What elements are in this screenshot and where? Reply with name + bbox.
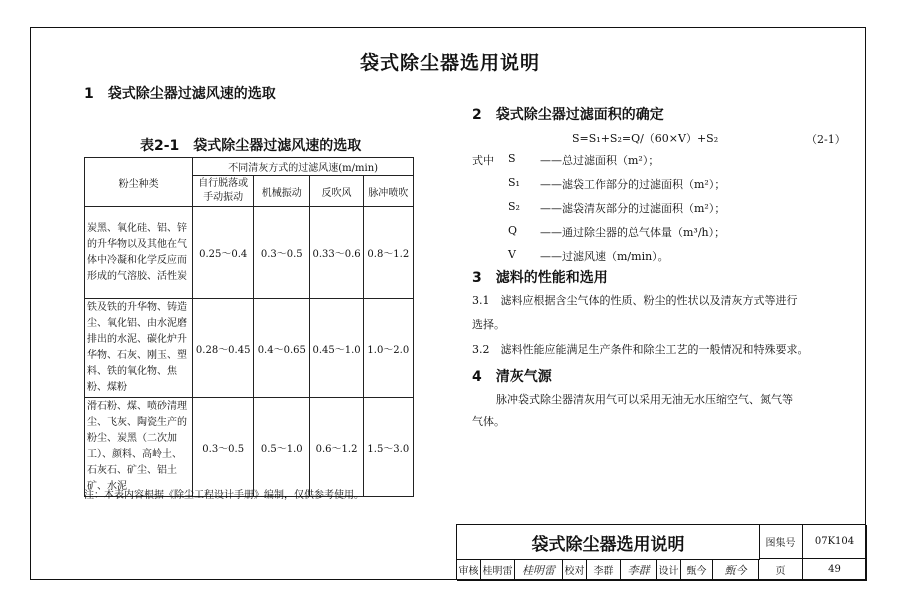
definition-text: ——过滤风速（m/min）。 <box>540 250 669 263</box>
definition-lead: 式中 <box>472 154 494 167</box>
section1-heading: 1 袋式除尘器过滤风速的选取 <box>84 86 276 102</box>
velocity-value: 0.3～0.5 <box>193 398 254 497</box>
section3-heading: 3 滤料的性能和选用 <box>472 270 608 286</box>
section3-paragraph2: 3.2 滤料性能应能满足生产条件和除尘工艺的一般情况和特殊要求。 <box>472 343 809 356</box>
definition-symbol: Q <box>508 224 518 237</box>
definition-text: ——滤袋清灰部分的过滤面积（m²）； <box>540 202 726 215</box>
formula: S=S₁+S₂=Q/（60×V）+S₂ <box>572 132 719 145</box>
velocity-value: 0.33～0.6 <box>310 207 363 299</box>
velocity-value: 0.25～0.4 <box>193 207 254 299</box>
table-title: 表2-1 袋式除尘器过滤风速的选取 <box>140 138 362 154</box>
check-label: 校对 <box>563 559 587 581</box>
velocity-value: 0.8～1.2 <box>363 207 413 299</box>
dust-type: 铁及铁的升华物、铸造尘、氧化铝、由水泥磨排出的水泥、碳化炉升华物、石灰、刚玉、塑料、铁的氧化物、焦粉、煤粉 <box>85 299 193 398</box>
page-label: 页 <box>759 559 803 581</box>
dust-type: 炭黑、氧化硅、铝、锌的升华物以及其他在气体中冷凝和化学反应而形成的气溶胶、活性炭 <box>85 207 193 299</box>
definition-text: ——通过除尘器的总气体量（m³/h）； <box>540 226 726 239</box>
section4-paragraph-line1: 脉冲袋式除尘器清灰用气可以采用无油无水压缩空气、氮气等 <box>496 393 793 406</box>
velocity-value: 0.5～1.0 <box>254 398 310 497</box>
page-title: 袋式除尘器选用说明 <box>359 52 540 74</box>
page-number: 49 <box>803 559 867 581</box>
checker-name: 李群 <box>587 559 621 581</box>
section3-paragraph1-line2: 选择。 <box>472 318 505 331</box>
section2-heading: 2 袋式除尘器过滤面积的确定 <box>472 107 664 123</box>
section4-heading: 4 清灰气源 <box>472 369 552 385</box>
review-label: 审核 <box>457 559 481 581</box>
velocity-value: 0.45～1.0 <box>310 299 363 398</box>
designer-name: 甄今 <box>681 559 713 581</box>
section4-paragraph-line2: 气体。 <box>472 415 505 428</box>
col-header-manual: 自行脱落或手动振动 <box>193 176 254 207</box>
section3-paragraph1-line1: 3.1 滤料应根据含尘气体的性质、粉尘的性状以及清灰方式等进行 <box>472 294 798 307</box>
table-row <box>85 207 414 299</box>
group-header: 不同清灰方式的过滤风速(m/min) <box>193 158 414 176</box>
velocity-value: 1.0～2.0 <box>363 299 413 398</box>
reviewer-signature: 桂明雷 <box>515 559 563 581</box>
table-row <box>85 299 414 398</box>
reviewer-name: 桂明雷 <box>481 559 515 581</box>
definition-symbol: S₁ <box>508 176 520 189</box>
velocity-value: 1.5～3.0 <box>363 398 413 497</box>
title-block <box>456 524 866 580</box>
velocity-value: 0.6～1.2 <box>310 398 363 497</box>
velocity-value: 0.3～0.5 <box>254 207 310 299</box>
dust-type: 滑石粉、煤、喷砂清理尘、飞灰、陶瓷生产的粉尘、炭黑（二次加工）、颜料、高岭土、石灰石、矿尘、铝土矿、水泥 <box>85 398 193 497</box>
velocity-value: 0.4～0.65 <box>254 299 310 398</box>
velocity-value: 0.28～0.45 <box>193 299 254 398</box>
checker-signature: 李群 <box>621 559 657 581</box>
definition-text: ——滤袋工作部分的过滤面积（m²）； <box>540 178 726 191</box>
design-label: 设计 <box>657 559 681 581</box>
definition-text: ——总过滤面积（m²）； <box>540 154 660 167</box>
title-block-name: 袋式除尘器选用说明 <box>457 525 760 560</box>
atlas-label: 图集号 <box>759 525 803 559</box>
designer-signature: 甄今 <box>713 559 759 581</box>
definition-symbol: S₂ <box>508 200 520 213</box>
formula-number: （2-1） <box>806 133 846 146</box>
col-header-reverse-air: 反吹风 <box>310 176 363 207</box>
definition-symbol: V <box>508 248 516 261</box>
table-note: 注：本表内容根据《除尘工程设计手册》编制，仅供参考使用。 <box>84 490 364 501</box>
atlas-number: 07K104 <box>803 525 867 559</box>
filter-velocity-table <box>84 157 414 497</box>
table-row <box>85 398 414 497</box>
col-dust-header: 粉尘种类 <box>85 158 193 207</box>
definition-symbol: S <box>508 152 516 165</box>
col-header-pulse-jet: 脉冲喷吹 <box>363 176 413 207</box>
col-header-mechanical: 机械振动 <box>254 176 310 207</box>
